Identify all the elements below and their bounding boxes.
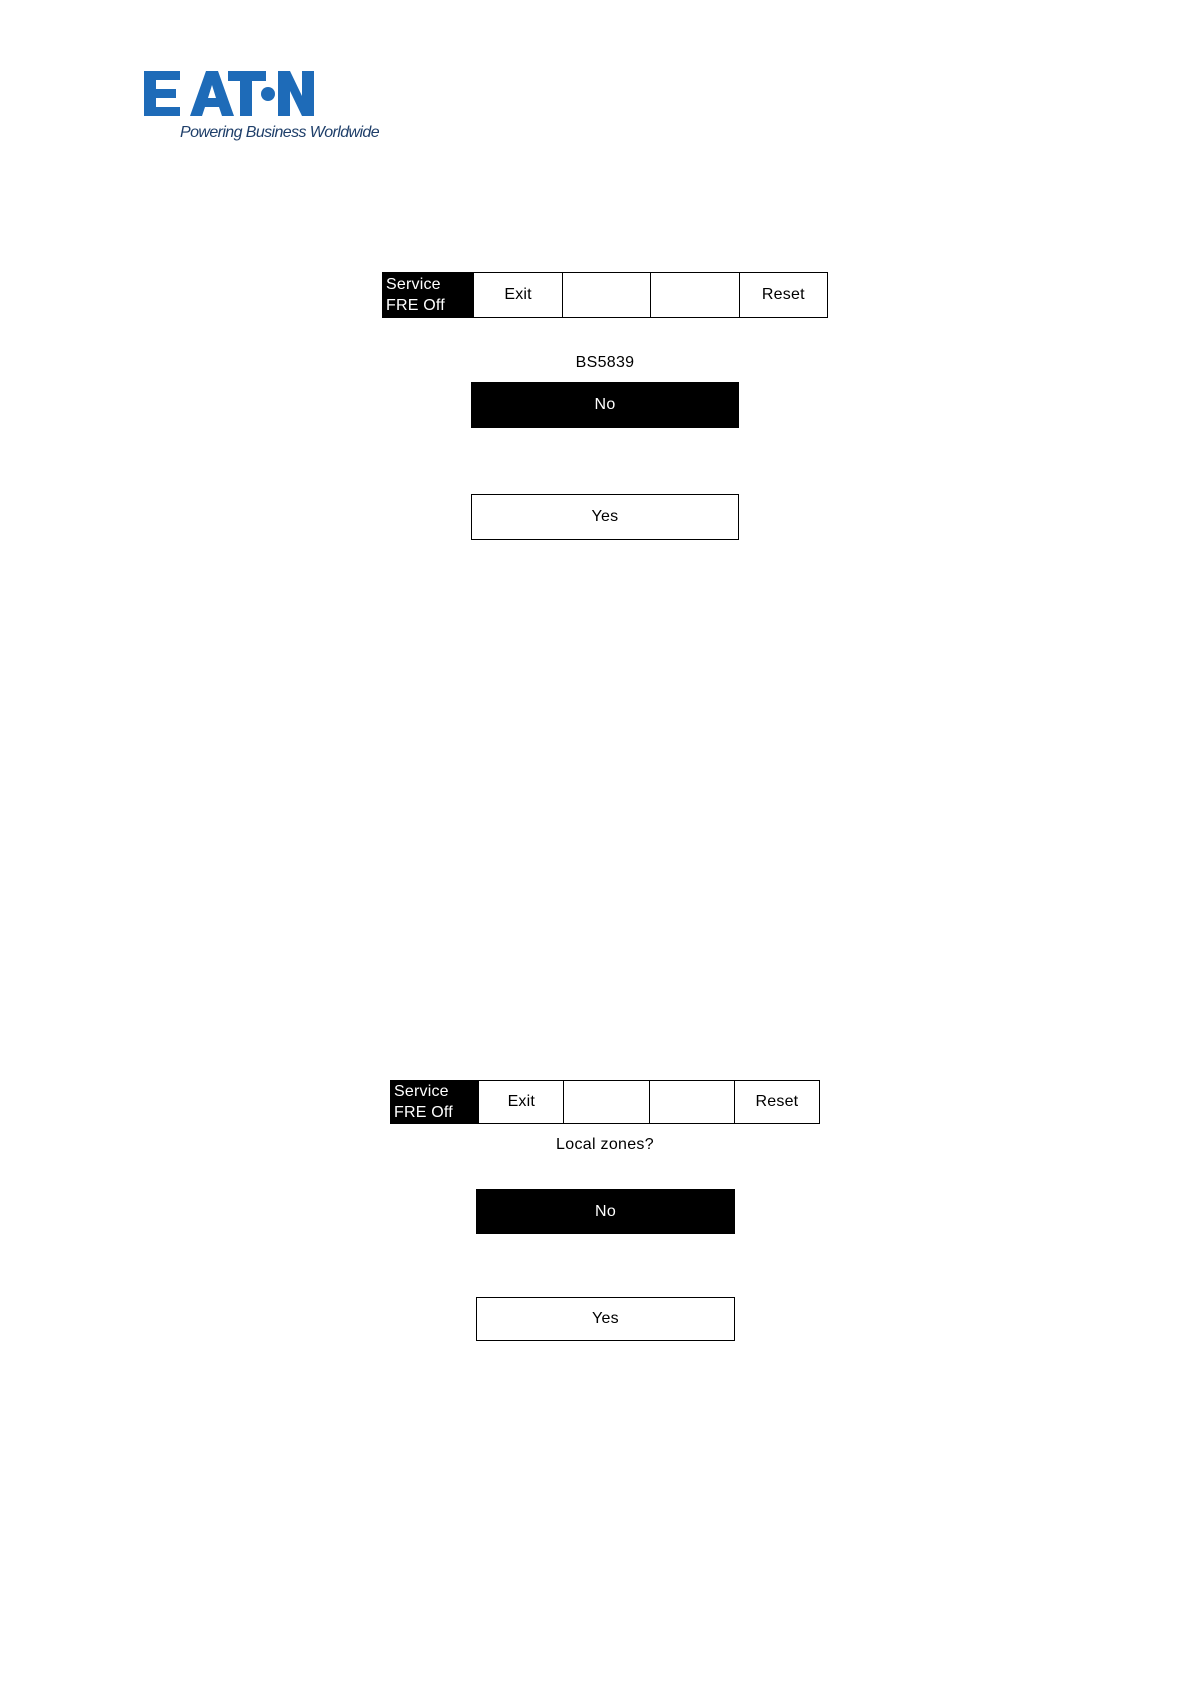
status-line-2: FRE Off [394,1104,453,1121]
panel-screen-local-zones [390,1080,820,1342]
eaton-logo [144,68,380,148]
option-no-button[interactable]: No [471,382,739,428]
blank-softkey-1[interactable] [563,1081,648,1123]
exit-softkey[interactable]: Exit [478,1081,563,1123]
softkey-bar [390,1080,820,1124]
blank-softkey-1[interactable] [562,273,650,317]
eaton-logo-mark [144,68,314,118]
status-indicator [383,273,473,317]
status-line-1: Service [386,276,441,293]
status-line-1: Service [394,1083,449,1100]
softkey-bar [382,272,828,318]
reset-softkey[interactable]: Reset [739,273,827,317]
blank-softkey-2[interactable] [650,273,738,317]
reset-softkey[interactable]: Reset [734,1081,819,1123]
panel-screen-bs5839 [382,272,828,542]
option-yes-button[interactable]: Yes [476,1297,735,1341]
option-yes-button[interactable]: Yes [471,494,739,540]
status-indicator [391,1081,478,1123]
blank-softkey-2[interactable] [649,1081,734,1123]
exit-softkey[interactable]: Exit [473,273,561,317]
prompt-text: BS5839 [575,354,635,371]
prompt-text: Local zones? [556,1136,654,1153]
status-line-2: FRE Off [386,297,445,314]
option-no-button[interactable]: No [476,1189,735,1234]
logo-tagline: Powering Business Worldwide [180,124,380,141]
